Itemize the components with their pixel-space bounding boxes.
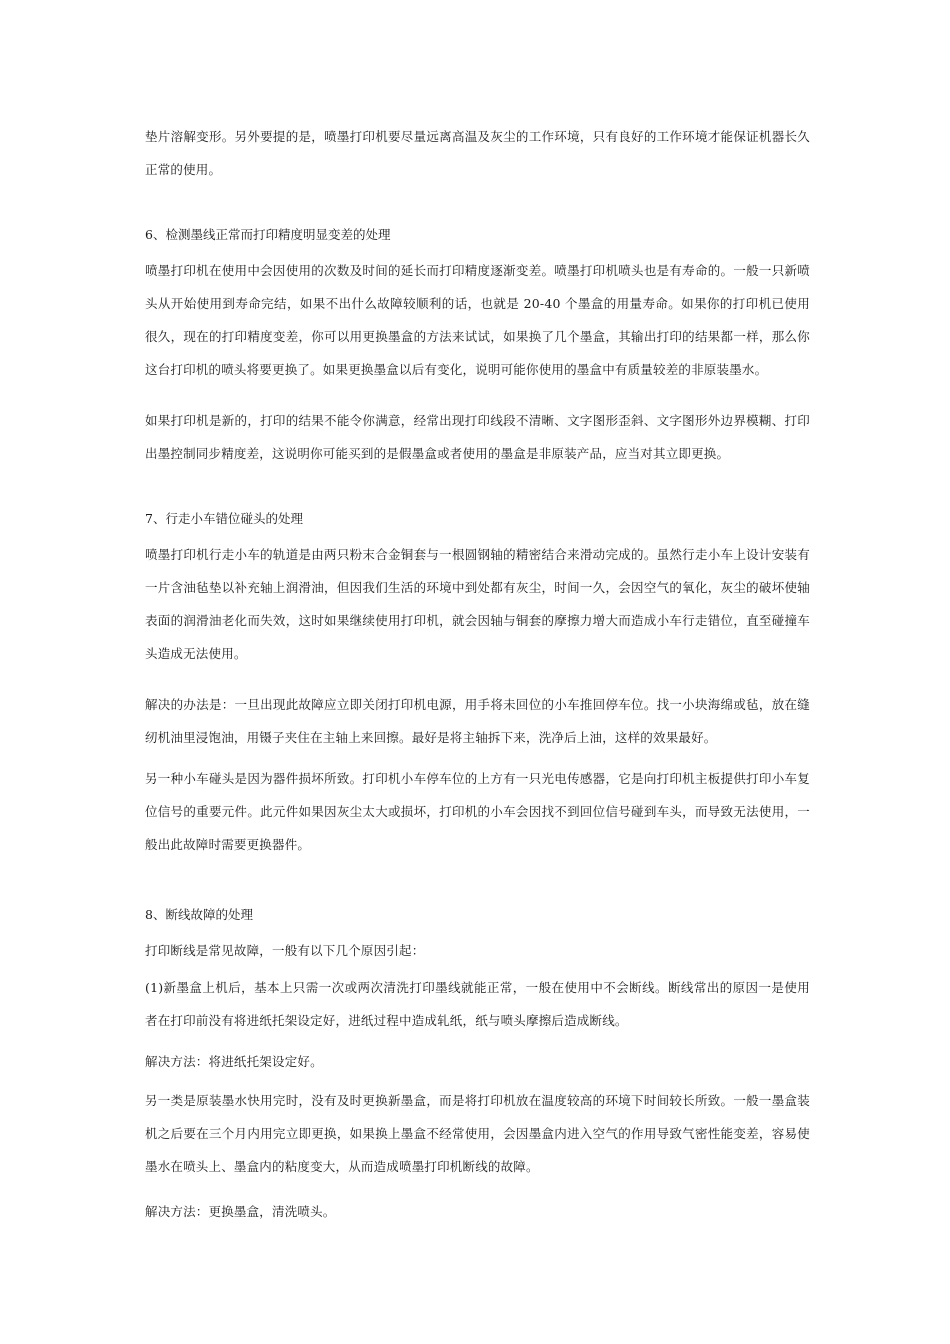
section-heading-7: 7、行走小车错位碰头的处理: [145, 511, 303, 526]
paragraph-7a: 喷墨打印机行走小车的轨道是由两只粉末合金铜套与一根圆钢轴的精密结合来滑动完成的。虽然行走小车上设计安装有一片含油毡垫以补充轴上润滑油，但因我们生活的环境中到处都有灰尘，时间一久，会因空气的氧化，灰尘的破坏使轴表面的润滑油老化而失效，这时如果继续使用打印机，就会因轴与铜套的摩擦力增大而造成小车行走错位，直至碰撞车头造成无法使用。: [145, 547, 810, 661]
paragraph-8b: (1)新墨盒上机后，基本上只需一次或两次清洗打印墨线就能正常，一般在使用中不会断线。断线常出的原因一是使用者在打印前没有将进纸托架设定好，进纸过程中造成轧纸，纸与喷头摩擦后造成断线。: [145, 980, 810, 1028]
paragraph-8a: 打印断线是常见故障，一般有以下几个原因引起：: [145, 943, 425, 958]
paragraph-8d: 另一类是原装墨水快用完时，没有及时更换新墨盒，而是将打印机放在温度较高的环境下时间较长所致。一般一墨盒装机之后要在三个月内用完立即更换，如果换上墨盒不经常使用，会因墨盒内进入空气的作用导致气密性能变差，容易使墨水在喷头上、墨盒内的粘度变大，从而造成喷墨打印机断线的故障。: [145, 1093, 810, 1174]
paragraph-7b: 解决的办法是：一旦出现此故障应立即关闭打印机电源，用手将未回位的小车推回停车位。找一小块海绵或毡，放在缝纫机油里浸饱油，用镊子夹住在主轴上来回擦。最好是将主轴拆下来，洗净后上油，这样的效果最好。: [145, 697, 810, 745]
paragraph-7c: 另一种小车碰头是因为器件损坏所致。打印机小车停车位的上方有一只光电传感器，它是向打印机主板提供打印小车复位信号的重要元件。此元件如果因灰尘太大或损坏，打印机的小车会因找不到回位信号碰到车头，而导致无法使用，一般出此故障时需要更换器件。: [145, 771, 810, 852]
section-heading-8: 8、断线故障的处理: [145, 907, 253, 922]
paragraph-8e: 解决方法：更换墨盒，清洗喷头。: [145, 1204, 336, 1219]
paragraph-environment-note: 垫片溶解变形。另外要提的是，喷墨打印机要尽量远离高温及灰尘的工作环境，只有良好的工作环境才能保证机器长久正常的使用。: [145, 129, 810, 177]
paragraph-6a: 喷墨打印机在使用中会因使用的次数及时间的延长而打印精度逐渐变差。喷墨打印机喷头也是有寿命的。一般一只新喷头从开始使用到寿命完结，如果不出什么故障较顺利的话，也就是 20-40 个墨盒的用量寿命。如果你的打印机已使用很久，现在的打印精度变差，你可以用更换墨盒的方法来试试，如果换了几个墨盒，其输出打印的结果都一样，那么你这台打印机的喷头将要更换了。如果更换墨盒以后有变化，说明可能你使用的墨盒中有质量较差的非原装墨水。: [145, 263, 810, 377]
section-heading-6: 6、检测墨线正常而打印精度明显变差的处理: [145, 227, 391, 242]
paragraph-8c: 解决方法：将进纸托架设定好。: [145, 1054, 323, 1069]
paragraph-6b: 如果打印机是新的，打印的结果不能令你满意，经常出现打印线段不清晰、文字图形歪斜、文字图形外边界模糊、打印出墨控制同步精度差，这说明你可能买到的是假墨盒或者使用的墨盒是非原装产品，应当对其立即更换。: [145, 413, 810, 461]
